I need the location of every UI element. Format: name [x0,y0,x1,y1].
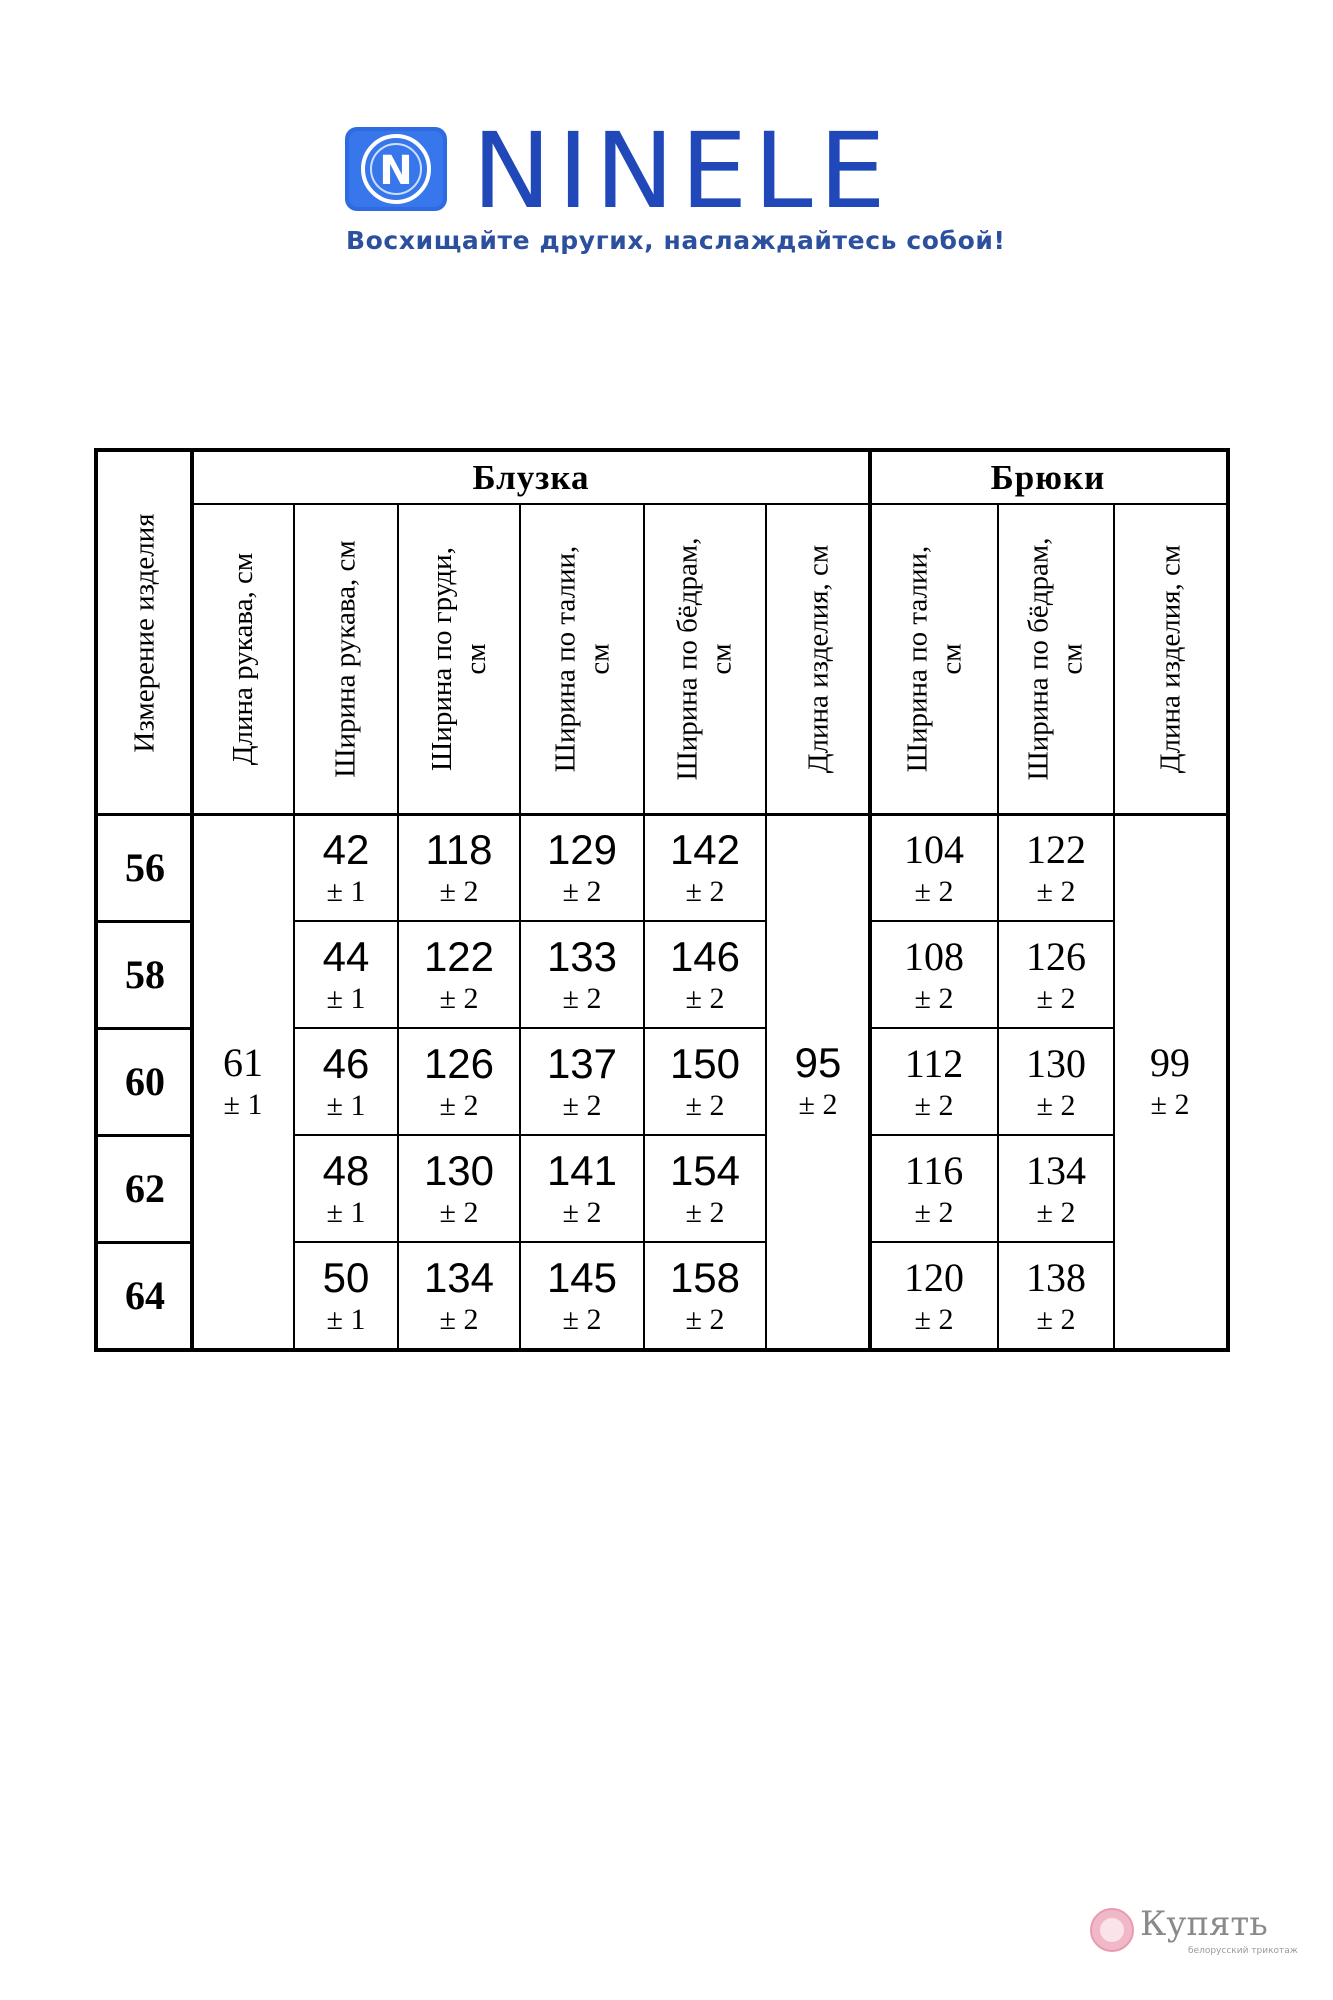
cell-value: 104 [904,826,964,872]
cell-value: 48 [322,1146,370,1194]
cell-value: 50 [322,1253,370,1301]
column-header: Ширина по талии, см [901,545,967,773]
cell-value: 42 [322,825,370,873]
cell-value: 44 [322,932,370,980]
cell-tolerance: ± 2 [798,1088,838,1121]
brand-name: NINELE [472,110,892,232]
table-cell [520,1242,644,1349]
table-cell [870,1135,998,1242]
watermark-subtext: белорусский трикотаж [1188,1946,1298,1956]
cell-value: 118 [425,825,493,873]
table-cell [520,1028,644,1135]
size-label: 56 [125,845,165,890]
cell-value: 130 [1026,1040,1086,1086]
cell-tolerance: ± 2 [562,1088,602,1122]
cell-tolerance: ± 2 [439,981,479,1015]
cell-tolerance: ± 2 [685,981,725,1015]
cell-value: 133 [546,932,618,980]
cell-value: 138 [1026,1254,1086,1300]
cell-value: 99 [1150,1040,1190,1085]
cell-tolerance: ± 2 [439,1195,479,1229]
cell-tolerance: ± 2 [562,1302,602,1336]
cell-value: 95 [794,1039,842,1086]
table-cell [998,814,1114,921]
cell-tolerance: ± 2 [562,874,602,908]
kupyat-watermark [1090,1900,1298,1960]
cell-value: 134 [1026,1147,1086,1193]
column-header: Ширина по бёдрам, см [672,537,738,781]
cell-value: 154 [669,1146,741,1194]
cell-value: 46 [322,1039,370,1087]
table-cell [294,921,398,1028]
cell-tolerance: ± 2 [914,981,954,1015]
cell-tolerance: ± 2 [1036,1302,1076,1336]
badge-letter: N [379,148,413,194]
cell-value: 116 [904,1147,964,1193]
cell-value: 142 [669,825,741,873]
table-cell [870,1028,998,1135]
cell-tolerance: ± 2 [562,981,602,1015]
table-cell [398,1135,520,1242]
size-label: 62 [125,1166,165,1211]
table-cell [998,1028,1114,1135]
table-cell [644,1028,766,1135]
cell-tolerance: ± 2 [1036,981,1076,1015]
watermark-text: Купять [1140,1904,1268,1944]
table-cell [520,814,644,921]
cell-tolerance: ± 2 [914,874,954,908]
cell-tolerance: ± 1 [326,981,366,1015]
cell-tolerance: ± 2 [685,874,725,908]
table-cell [398,921,520,1028]
cell-tolerance: ± 2 [562,1195,602,1229]
table-cell [998,1135,1114,1242]
column-header: Ширина рукава, см [330,540,363,778]
table-cell [520,921,644,1028]
cell-tolerance: ± 1 [223,1088,263,1121]
brand-logo [344,110,1006,266]
cell-value: 126 [1026,933,1086,979]
cell-tolerance: ± 1 [326,874,366,908]
merged-cell-sleeve-length [192,814,294,1348]
size-label: 64 [125,1273,165,1318]
row-header: Измерение изделия [129,513,161,753]
cell-tolerance: ± 2 [439,874,479,908]
column-header: Ширина по груди, см [426,547,493,771]
table-cell [998,921,1114,1028]
cell-value: 126 [423,1039,495,1087]
size-label: 60 [125,1059,165,1104]
cell-value: 141 [546,1146,618,1194]
table-cell [870,814,998,921]
cell-value: 129 [546,825,618,873]
column-header: Ширина по талии, см [549,545,615,773]
cell-value: 108 [904,933,964,979]
brand-slogan: Восхищайте других, наслаждайтесь собой! [346,226,1006,255]
watermark-badge-icon [1090,1908,1134,1952]
table-cell [998,1242,1114,1349]
column-header: Длина рукава, см [227,552,259,766]
cell-tolerance: ± 2 [1036,1088,1076,1122]
cell-tolerance: ± 2 [914,1302,954,1336]
cell-tolerance: ± 2 [1036,874,1076,908]
cell-tolerance: ± 2 [1150,1088,1190,1121]
cell-tolerance: ± 2 [439,1302,479,1336]
table-cell [644,921,766,1028]
table-cell [294,814,398,921]
group-header-pants: Брюки [990,458,1106,497]
cell-tolerance: ± 2 [914,1088,954,1122]
table-cell [294,1135,398,1242]
table-cell [644,1135,766,1242]
table-cell [398,1242,520,1349]
cell-value: 122 [1026,826,1086,872]
cell-value: 130 [423,1146,495,1194]
cell-tolerance: ± 2 [439,1088,479,1122]
cell-value: 137 [546,1039,618,1087]
cell-value: 146 [669,932,741,980]
table-cell [398,1028,520,1135]
cell-tolerance: ± 2 [685,1195,725,1229]
cell-value: 112 [904,1040,964,1086]
cell-tolerance: ± 2 [914,1195,954,1229]
cell-value: 120 [904,1254,964,1300]
column-header: Длина изделия, см [802,544,835,774]
cell-tolerance: ± 2 [685,1302,725,1336]
cell-value: 145 [546,1253,618,1301]
ninele-badge-icon [344,126,448,212]
cell-value: 150 [669,1039,741,1087]
cell-tolerance: ± 2 [1036,1195,1076,1229]
column-header: Длина изделия, см [1154,544,1187,774]
column-header: Ширина по бёдрам, см [1023,537,1089,781]
table-cell [870,1242,998,1349]
cell-tolerance: ± 1 [326,1088,366,1122]
table-cell [644,814,766,921]
merged-cell-blouse-length [766,814,870,1348]
cell-value: 134 [423,1253,495,1301]
cell-tolerance: ± 2 [685,1088,725,1122]
cell-tolerance: ± 1 [326,1195,366,1229]
merged-cell-pants-length [1114,814,1226,1348]
table-cell [294,1028,398,1135]
table-cell [644,1242,766,1349]
size-chart-table [94,448,1230,1352]
cell-value: 122 [423,932,495,980]
table-cell [398,814,520,921]
cell-value: 158 [669,1253,741,1301]
size-label: 58 [125,952,165,997]
table-cell [870,921,998,1028]
table-cell [520,1135,644,1242]
cell-value: 61 [223,1040,263,1085]
table-cell [294,1242,398,1349]
cell-tolerance: ± 1 [326,1302,366,1336]
group-header-blouse: Блузка [472,458,590,497]
